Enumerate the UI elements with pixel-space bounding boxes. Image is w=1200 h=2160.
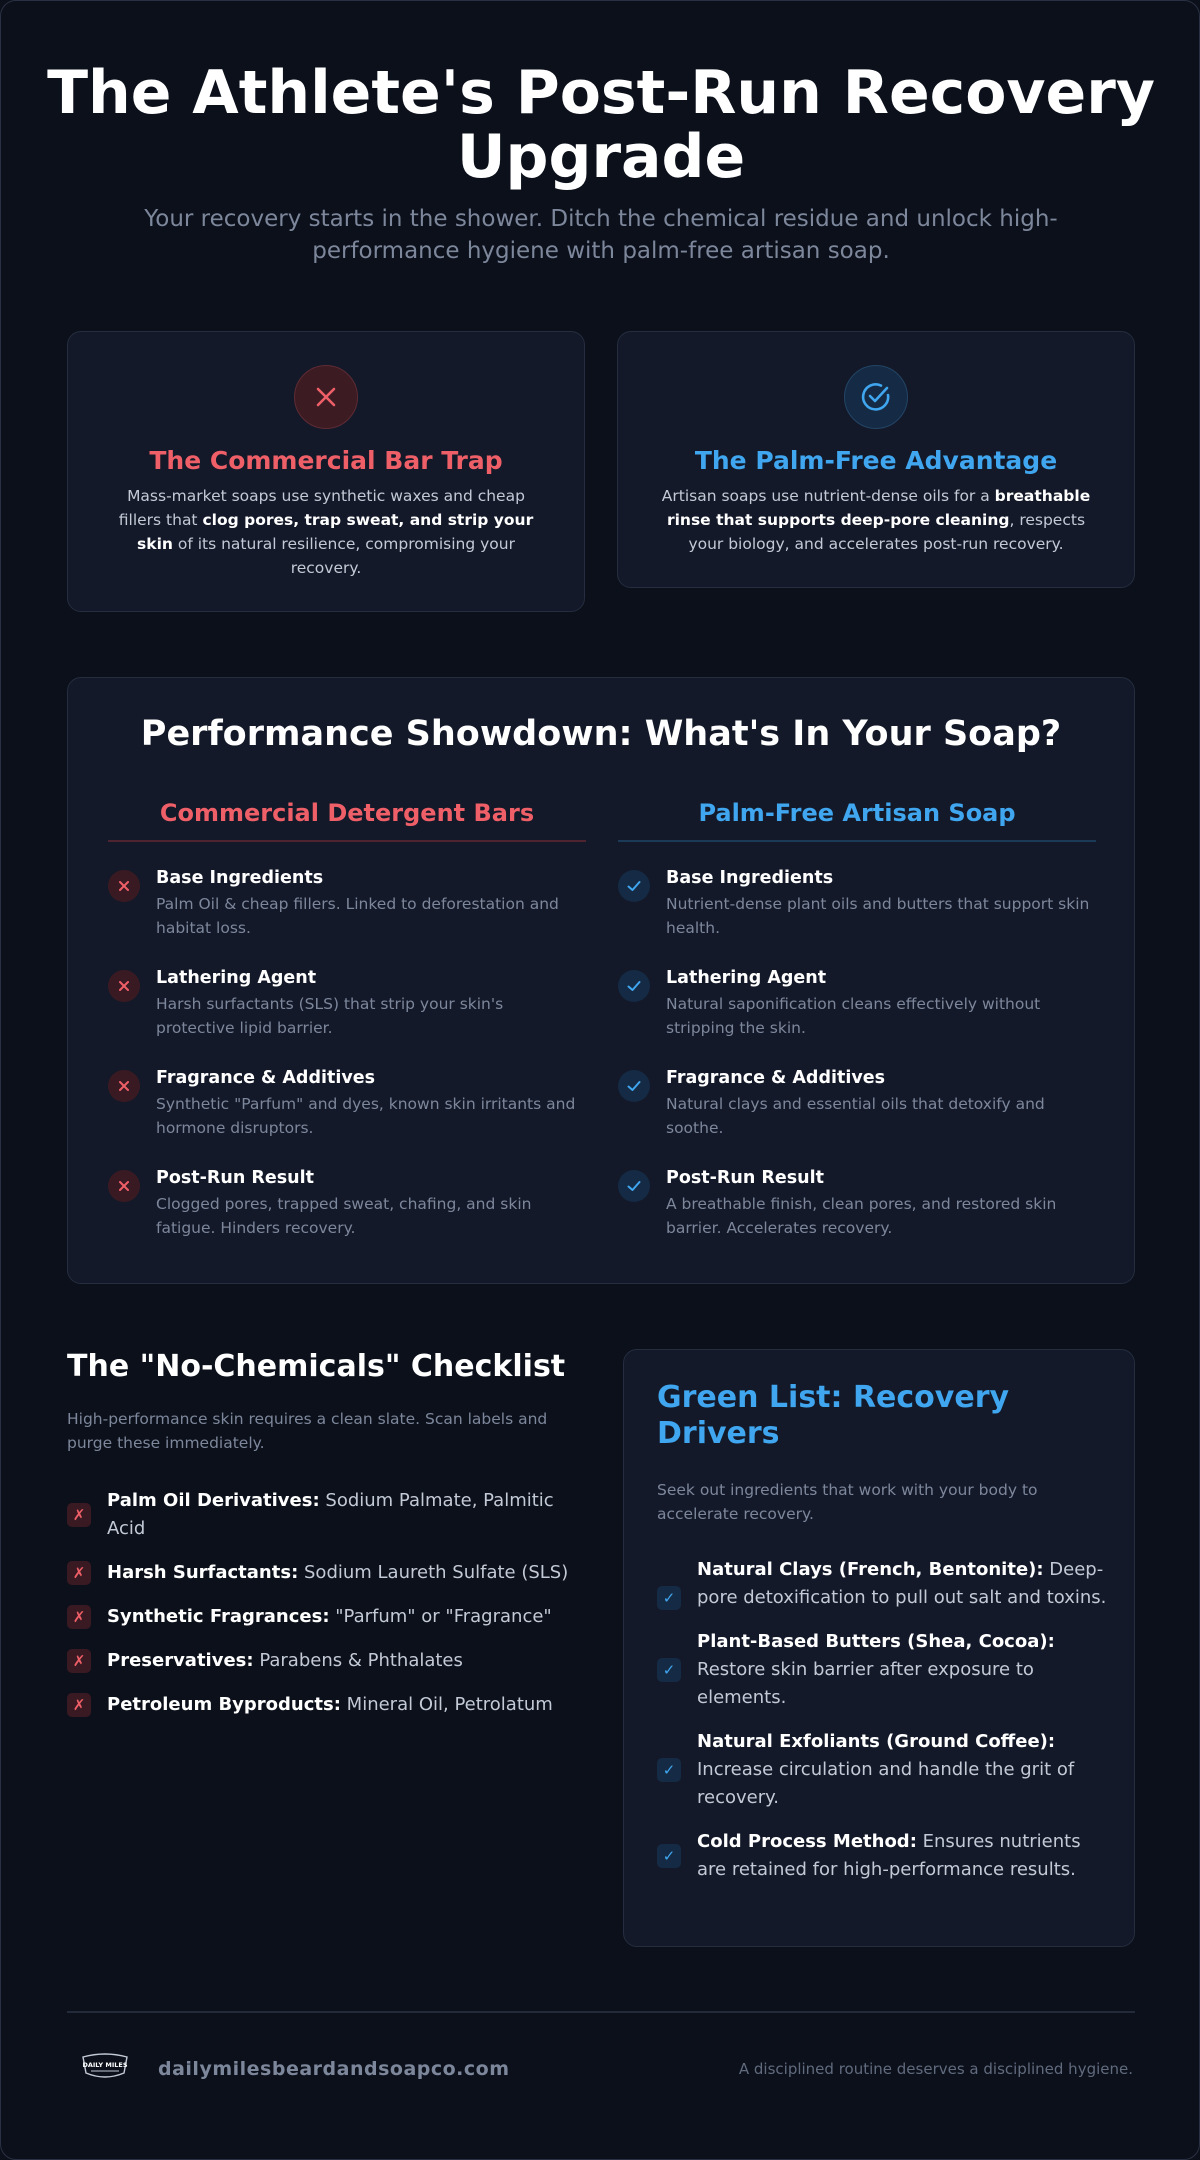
row-title: Base Ingredients xyxy=(666,868,834,888)
checklist-item-value: Parabens & Phthalates xyxy=(253,1650,463,1671)
checklist-item xyxy=(67,1647,587,1675)
green-list-item xyxy=(657,1628,1107,1712)
check-mark-icon: ✓ xyxy=(657,1758,681,1782)
x-icon xyxy=(108,870,140,902)
green-list-item-label: Cold Process Method: xyxy=(697,1831,917,1852)
checklist-item-label: Preservatives: xyxy=(107,1650,254,1671)
check-icon xyxy=(618,1070,650,1102)
row-title: Post-Run Result xyxy=(156,1168,314,1188)
row-title: Fragrance & Additives xyxy=(666,1068,886,1088)
svg-text:DAILY MILES: DAILY MILES xyxy=(82,2061,128,2069)
page-title: The Athlete's Post-Run Recovery Upgrade xyxy=(47,58,1155,192)
checklist xyxy=(67,1487,587,1735)
x-icon xyxy=(108,1070,140,1102)
commercial-rows xyxy=(108,866,586,1266)
green-list-intro: Seek out ingredients that work with your body to accelerate recovery. xyxy=(657,1481,1038,1523)
checklist-item-label: Synthetic Fragrances: xyxy=(107,1606,330,1627)
commercial-card-text: Mass-market soaps use synthetic waxes and cheap fillers that clog pores, trap sweat, and strip your skin of its natural resilience, compromising your recovery. xyxy=(118,487,534,577)
palm-free-card xyxy=(617,331,1135,588)
x-icon xyxy=(294,365,358,429)
green-list-item-value: Deep-pore detoxification to pull out salt and toxins. xyxy=(697,1559,1107,1608)
checklist-item-label: Harsh Surfactants: xyxy=(107,1562,299,1583)
row-description: A breathable finish, clean pores, and restored skin barrier. Accelerates recovery. xyxy=(666,1195,1057,1237)
comparison-row xyxy=(108,1066,586,1166)
checklist-item-label: Petroleum Byproducts: xyxy=(107,1694,341,1715)
comparison-row xyxy=(618,966,1096,1066)
checklist-item-value: "Parfum" or "Fragrance" xyxy=(329,1606,552,1627)
green-list-title: Green List: Recovery Drivers xyxy=(657,1380,1010,1451)
checklist-item xyxy=(67,1603,587,1631)
green-list-item xyxy=(657,1828,1107,1884)
footer-divider xyxy=(67,2011,1135,2013)
commercial-column xyxy=(108,796,586,1266)
row-description: Synthetic "Parfum" and dyes, known skin irritants and hormone disruptors. xyxy=(156,1095,576,1137)
checklist-item xyxy=(67,1487,587,1543)
performance-showdown xyxy=(67,677,1135,1284)
comparison-row xyxy=(108,966,586,1066)
row-title: Post-Run Result xyxy=(666,1168,824,1188)
row-description: Natural saponification cleans effectively without stripping the skin. xyxy=(666,995,1041,1037)
cross-mark-icon: ✗ xyxy=(67,1503,91,1527)
green-list-item-value: Restore skin barrier after exposure to elements. xyxy=(697,1659,1034,1708)
checklist-item-label: Palm Oil Derivatives: xyxy=(107,1490,320,1511)
comparison-row xyxy=(618,866,1096,966)
page-subtitle: Your recovery starts in the shower. Ditch the chemical residue and unlock high-performance hygiene with palm-free artisan soap. xyxy=(144,206,1058,264)
commercial-bar-card xyxy=(67,331,585,612)
commercial-card-title: The Commercial Bar Trap xyxy=(149,446,503,475)
comparison-row xyxy=(108,1166,586,1266)
check-mark-icon: ✓ xyxy=(657,1586,681,1610)
palm-free-card-text: Artisan soaps use nutrient-dense oils for a breathable rinse that supports deep-pore cleaning, respects your biology, and accelerates post-run recovery. xyxy=(661,487,1091,553)
row-description: Nutrient-dense plant oils and butters that support skin health. xyxy=(666,895,1090,937)
brand-logo xyxy=(77,2051,133,2083)
check-icon xyxy=(618,1170,650,1202)
artisan-column-heading: Palm-Free Artisan Soap xyxy=(618,796,1096,842)
green-list-item-label: Natural Clays (French, Bentonite): xyxy=(697,1559,1044,1580)
x-icon xyxy=(108,970,140,1002)
showdown-title: Performance Showdown: What's In Your Soap? xyxy=(140,714,1062,754)
row-title: Lathering Agent xyxy=(156,968,317,988)
check-icon xyxy=(618,970,650,1002)
footer-tagline: A disciplined routine deserves a disciplined hygiene. xyxy=(738,2060,1133,2078)
row-description: Clogged pores, trapped sweat, chafing, and skin fatigue. Hinders recovery. xyxy=(156,1195,532,1237)
checklist-item-value: Sodium Palmate, Palmitic Acid xyxy=(107,1490,554,1539)
green-list-item-value: Increase circulation and handle the grit of recovery. xyxy=(697,1759,1075,1808)
checklist-item xyxy=(67,1559,587,1587)
cross-mark-icon: ✗ xyxy=(67,1561,91,1585)
x-icon xyxy=(108,1170,140,1202)
row-title: Fragrance & Additives xyxy=(156,1068,376,1088)
green-list-item xyxy=(657,1728,1107,1812)
row-title: Lathering Agent xyxy=(666,968,827,988)
checklist-title: The "No-Chemicals" Checklist xyxy=(67,1349,566,1384)
cross-mark-icon: ✗ xyxy=(67,1605,91,1629)
checklist-item xyxy=(67,1691,587,1719)
green-list-item-label: Natural Exfoliants (Ground Coffee): xyxy=(697,1731,1056,1752)
check-mark-icon: ✓ xyxy=(657,1844,681,1868)
row-title: Base Ingredients xyxy=(156,868,324,888)
cross-mark-icon: ✗ xyxy=(67,1693,91,1717)
green-list-item-value: Ensures nutrients are retained for high-performance results. xyxy=(697,1831,1081,1880)
commercial-column-heading: Commercial Detergent Bars xyxy=(108,796,586,842)
comparison-row xyxy=(618,1066,1096,1166)
green-list-card xyxy=(623,1349,1135,1947)
palm-free-card-title: The Palm-Free Advantage xyxy=(694,446,1058,475)
checklist-item-value: Mineral Oil, Petrolatum xyxy=(340,1694,553,1715)
check-circle-icon xyxy=(844,365,908,429)
check-icon xyxy=(618,870,650,902)
checklist-intro: High-performance skin requires a clean slate. Scan labels and purge these immediately. xyxy=(67,1410,548,1452)
checklist-item-value: Sodium Laureth Sulfate (SLS) xyxy=(298,1562,569,1583)
row-description: Natural clays and essential oils that detoxify and soothe. xyxy=(666,1095,1045,1137)
row-description: Harsh surfactants (SLS) that strip your skin's protective lipid barrier. xyxy=(156,995,504,1037)
comparison-row xyxy=(108,866,586,966)
green-list-item-label: Plant-Based Butters (Shea, Cocoa): xyxy=(697,1631,1055,1652)
green-list xyxy=(657,1556,1107,1900)
comparison-row xyxy=(618,1166,1096,1266)
green-list-item xyxy=(657,1556,1107,1612)
artisan-column xyxy=(618,796,1096,1266)
cross-mark-icon: ✗ xyxy=(67,1649,91,1673)
row-description: Palm Oil & cheap fillers. Linked to deforestation and habitat loss. xyxy=(156,895,559,937)
artisan-rows xyxy=(618,866,1096,1266)
check-mark-icon: ✓ xyxy=(657,1658,681,1682)
website-link[interactable]: dailymilesbeardandsoapco.com xyxy=(158,2058,510,2080)
